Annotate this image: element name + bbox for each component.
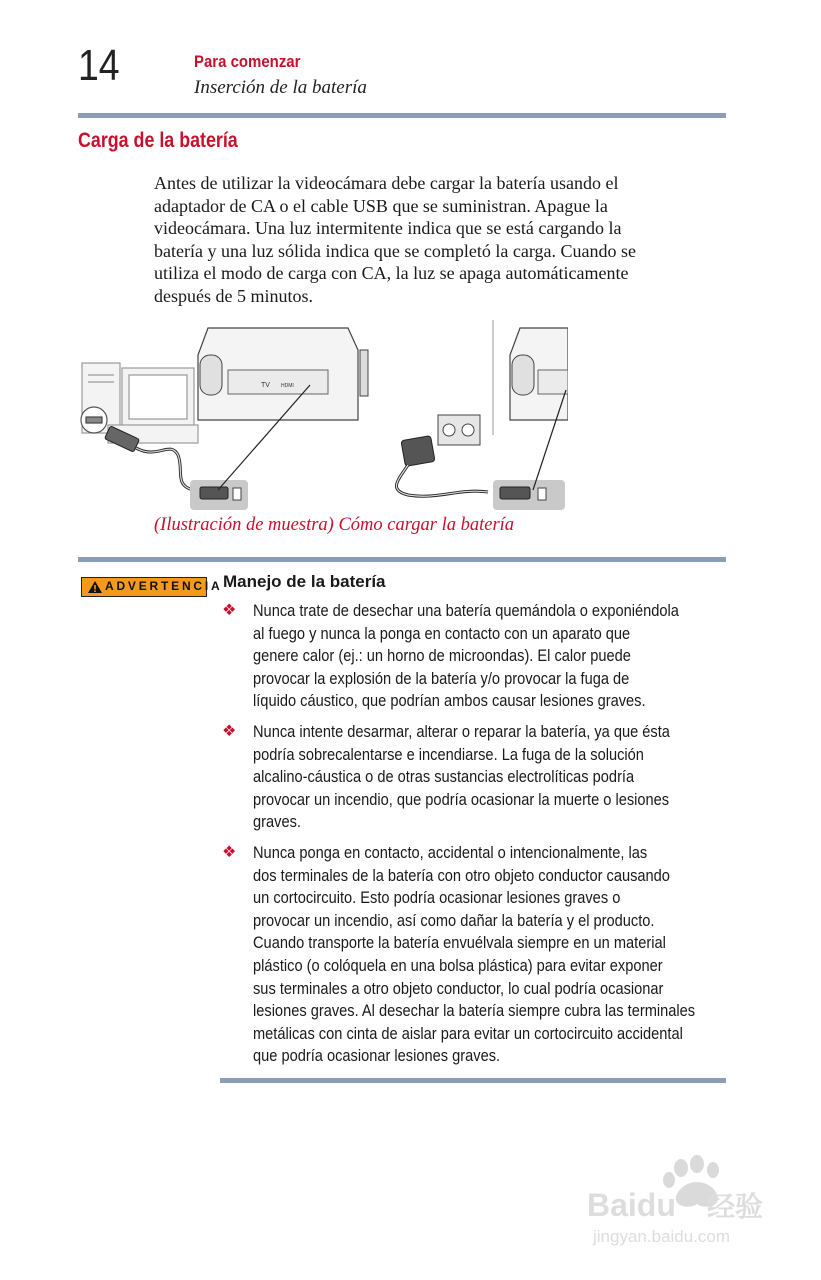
bullet-line: plástico (o colóquela en una bolsa plástica) para evitar exponer	[253, 955, 663, 975]
warning-triangle-icon	[87, 580, 103, 594]
warning-bottom-rule	[220, 1078, 726, 1083]
bullet-line: dos terminales de la batería con otro objeto conductor causando	[253, 865, 670, 885]
intro-line: utiliza el modo de carga con CA, la luz se apaga automáticamente	[154, 263, 629, 283]
figure-caption: (Ilustración de muestra) Cómo cargar la batería	[154, 515, 515, 535]
bullet-line: Nunca trate de desechar una batería quemándola o exponiéndola	[253, 601, 679, 620]
bullet-icon: ❖	[222, 722, 237, 740]
bullet-line: provocar la explosión de la batería y/o provocar la fuga de	[253, 668, 630, 688]
header-rule	[78, 113, 726, 118]
baidu-watermark	[585, 1150, 785, 1250]
watermark-brand: Baidu	[587, 1187, 676, 1223]
warning-bullet	[222, 721, 742, 834]
intro-line: batería y una luz sólida indica que se completó la carga. Cuando se	[154, 240, 637, 261]
warning-badge-label: ADVERTENCIA	[105, 579, 223, 593]
charging-illustration	[78, 320, 568, 512]
bullet-line: alcalino-cáustica o de otras sustancias electrolíticas podría	[253, 767, 635, 787]
camcorder-icon	[198, 328, 368, 490]
section-subtitle: Inserción de la batería	[194, 77, 367, 98]
bullet-line: al fuego y nunca la ponga en contacto con un aparato que	[253, 623, 631, 643]
warning-title: Manejo de la batería	[223, 572, 386, 591]
intro-paragraph	[154, 172, 734, 307]
camera-label-hdmi: HDMI	[281, 383, 294, 389]
computer-icon	[81, 363, 198, 443]
warning-bullet	[222, 600, 742, 713]
page-number: 14	[78, 41, 120, 90]
chapter-title: Para comenzar	[194, 52, 301, 71]
bullet-line: un cortocircuito. Esto podría ocasionar lesiones graves o	[253, 888, 621, 908]
intro-line: adaptador de CA o el cable USB que se suministran. Apague la	[154, 195, 608, 216]
bullet-line: provocar un incendio, que podría ocasionar la muerte o lesiones	[253, 789, 670, 809]
ac-adapter-icon	[396, 436, 565, 510]
warning-bullet-list	[222, 600, 742, 1076]
bullet-icon: ❖	[222, 602, 237, 619]
watermark-url: jingyan.baidu.com	[593, 1227, 731, 1246]
bullet-line: lesiones graves. Al desechar la batería siempre cubra las terminales	[253, 1001, 696, 1021]
bullet-line: podría sobrecalentarse e incendiarse. La fuga de la solución	[253, 744, 644, 764]
intro-line: videocámara. Una luz intermitente indica que se está cargando la	[154, 218, 622, 238]
watermark-brand-cn: 经验	[707, 1190, 764, 1223]
bullet-line: genere calor (ej.: un horno de microondas). El calor puede	[253, 646, 631, 666]
section-title: Carga de la batería	[78, 129, 238, 152]
camera-label-tv: TV	[261, 382, 270, 389]
intro-line: después de 5 minutos.	[154, 285, 313, 306]
wall-outlet-icon	[438, 415, 480, 445]
bullet-icon: ❖	[222, 843, 237, 861]
bullet-line: graves.	[253, 812, 301, 832]
bullet-line: que podría ocasionar lesiones graves.	[253, 1046, 501, 1066]
bullet-line: Nunca intente desarmar, alterar o reparar la batería, ya que ésta	[253, 721, 670, 741]
bullet-line: Nunca ponga en contacto, accidental o intencionalmente, las	[253, 842, 648, 862]
bullet-line: sus terminales a otro objeto conductor, lo cual podría ocasionar	[253, 978, 664, 998]
intro-line: Antes de utilizar la videocámara debe cargar la batería usando el	[154, 173, 619, 193]
bullet-line: metálicas con cinta de aislar para evitar un cortocircuito accidental	[253, 1023, 683, 1043]
camcorder-icon-right	[510, 328, 568, 490]
warning-badge	[81, 577, 223, 597]
bullet-line: líquido cáustico, que podrían ambos causar lesiones graves.	[253, 691, 646, 711]
warning-top-rule	[78, 557, 726, 562]
bullet-line: provocar un incendio, así como dañar la batería y el producto.	[253, 910, 655, 930]
warning-bullet	[222, 842, 742, 1068]
bullet-line: Cuando transporte la batería envuélvala siempre en un material	[253, 933, 666, 953]
